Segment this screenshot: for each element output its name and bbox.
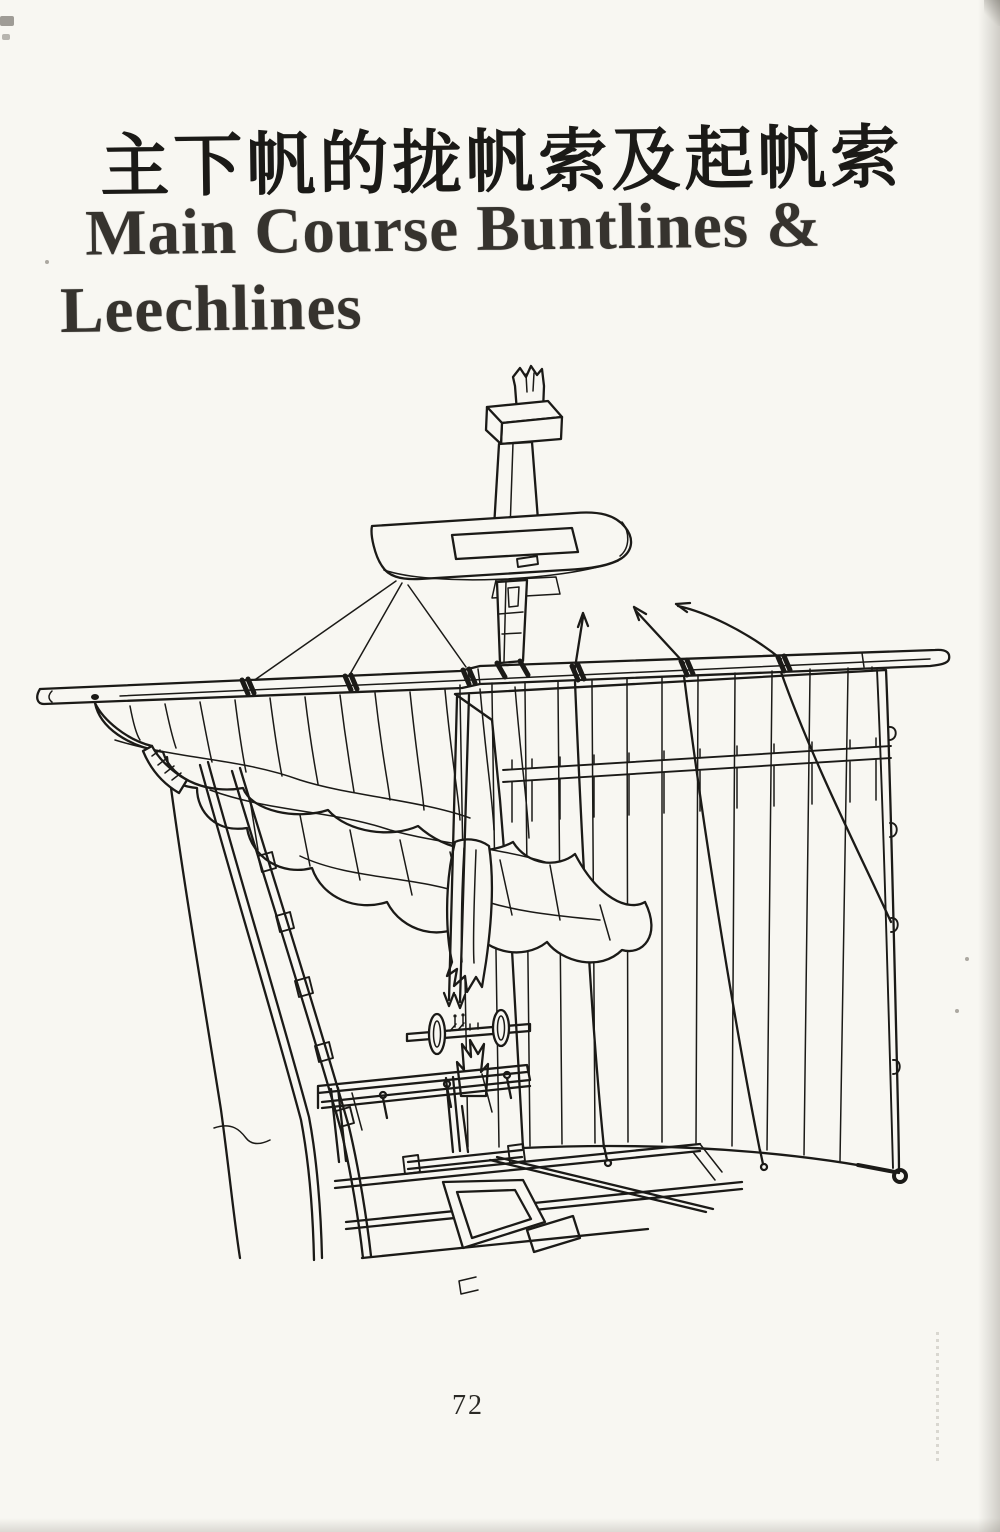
paper-speck bbox=[965, 957, 969, 961]
scan-edge-bottom bbox=[0, 1518, 1000, 1532]
english-title-line1: Main Course Buntlines & bbox=[84, 188, 822, 270]
scan-edge-right bbox=[978, 0, 1000, 1532]
paper-speck bbox=[955, 1009, 959, 1013]
buntline-leads-to-top bbox=[246, 581, 466, 686]
scan-speck bbox=[2, 34, 10, 40]
page-showthrough bbox=[936, 1332, 939, 1464]
deck-beams bbox=[335, 1144, 742, 1258]
page-number: 72 bbox=[452, 1390, 484, 1421]
scan-speck bbox=[0, 16, 14, 26]
windlass bbox=[407, 1010, 530, 1054]
chinese-title: 主下帆的拢帆索及起帆索 bbox=[99, 119, 904, 206]
scan-corner-top-right bbox=[984, 0, 1000, 26]
mast-cap bbox=[486, 401, 562, 444]
lower-masthead bbox=[497, 580, 527, 663]
english-title-line2: Leechlines bbox=[59, 270, 364, 347]
paper-speck bbox=[45, 260, 49, 264]
